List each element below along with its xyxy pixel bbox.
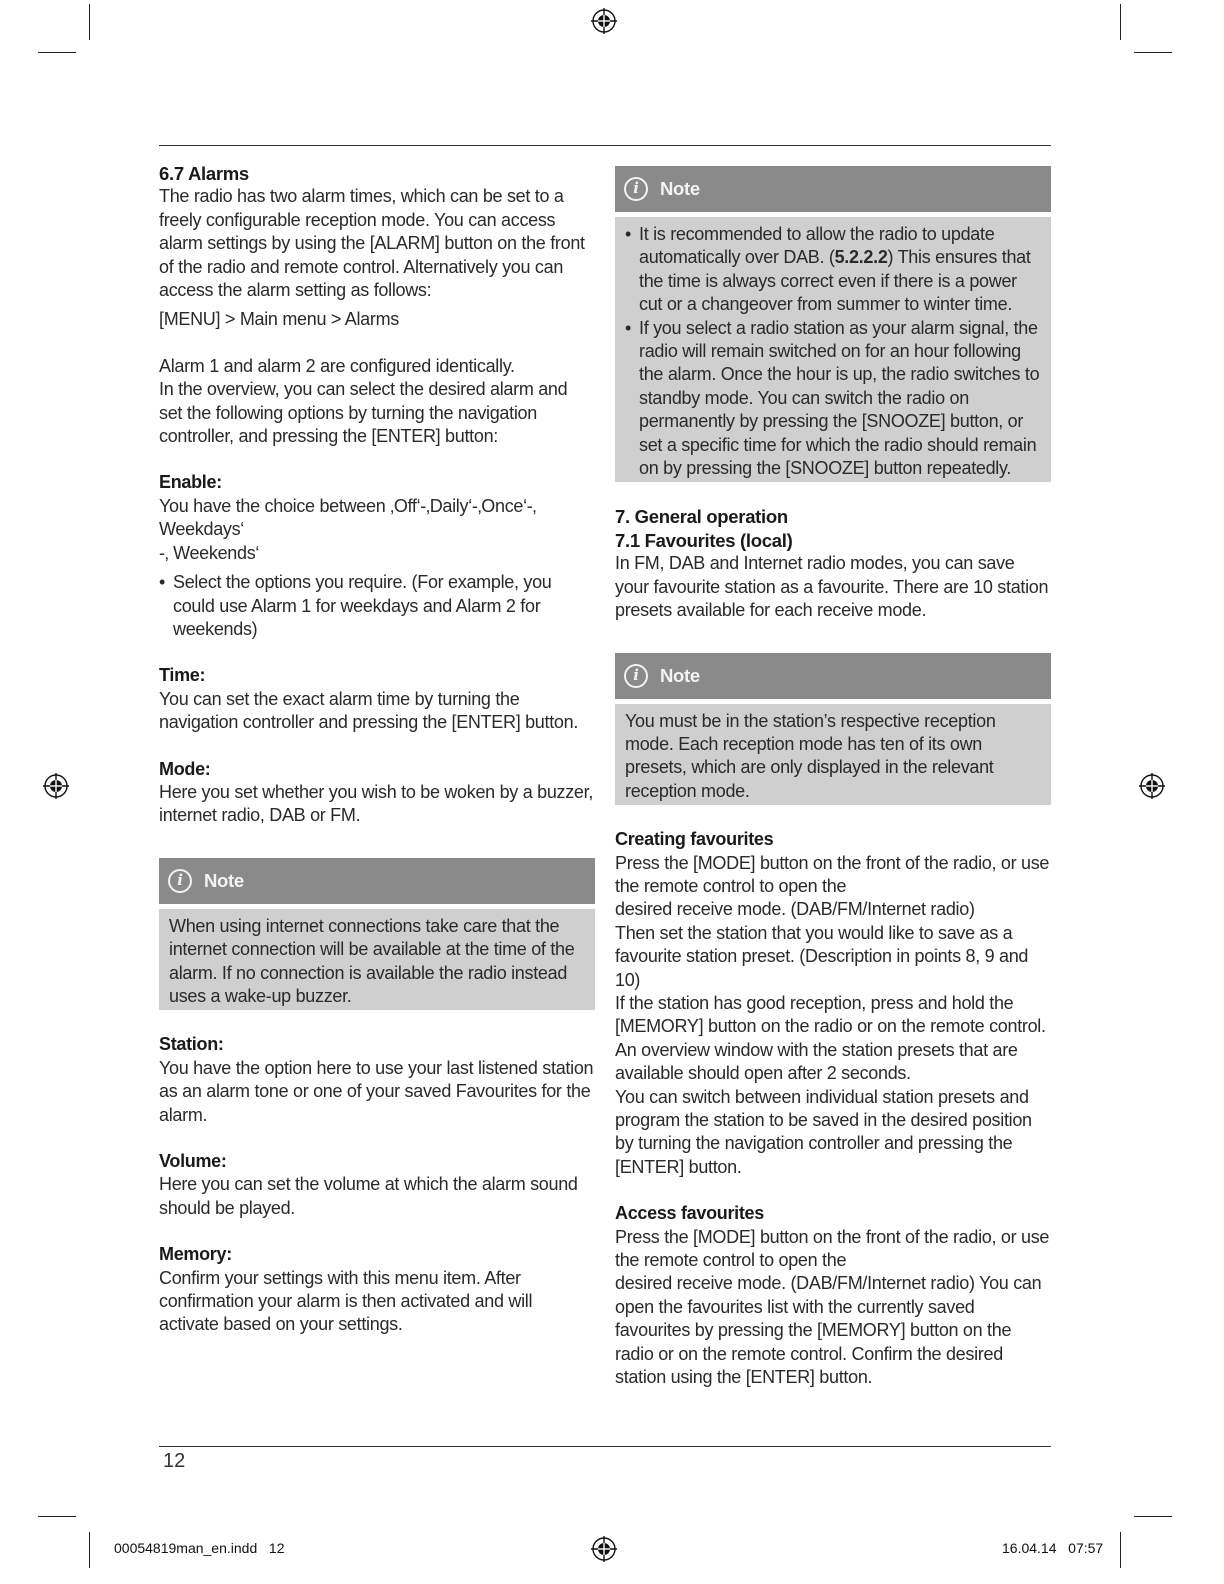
- registration-mark-icon: [591, 8, 617, 34]
- mode-title: Mode:: [159, 758, 211, 779]
- section-heading-alarms: 6.7 Alarms: [159, 163, 249, 184]
- creating-line: desired receive mode. (DAB/FM/Internet radio): [615, 899, 975, 920]
- note-body: [159, 909, 595, 1011]
- menu-path: [MENU] > Main menu > Alarms: [159, 309, 399, 330]
- config-paragraph-2: In the overview, you can select the desired alarm and set the following options by turning the navigation controller, and pressing the [ENTER] button:: [159, 379, 568, 447]
- note-bullet: [625, 223, 1041, 317]
- enable-text-1: You have the choice between ‚Off‘-‚Daily‘-‚Once‘-‚ Weekdays‘: [159, 495, 537, 540]
- access-favourites-title: Access favourites: [615, 1203, 764, 1224]
- memory-title: Memory:: [159, 1244, 232, 1265]
- crop-mark: [1134, 52, 1172, 53]
- left-column: [159, 162, 595, 1337]
- crop-mark: [38, 52, 76, 53]
- note-header: [615, 653, 1051, 699]
- note-box: [615, 166, 1051, 482]
- note-label: Note: [660, 178, 700, 200]
- bottom-rule: [159, 1446, 1051, 1447]
- info-icon: i: [624, 664, 648, 688]
- station-title: Station:: [159, 1034, 224, 1055]
- note-body: [615, 217, 1051, 482]
- note-box: [159, 858, 595, 1011]
- access-line: desired receive mode. (DAB/FM/Internet radio) You can open the favourites list with the currently saved favourites by pressing the [MEMORY] button on the radio or on the remote control. Confirm the desired station using the [ENTER] button.: [615, 1273, 1042, 1388]
- note-label: Note: [204, 870, 244, 892]
- section-heading-general: 7. General operation: [615, 506, 788, 528]
- note-body: [615, 704, 1051, 806]
- volume-title: Volume:: [159, 1151, 227, 1171]
- enable-text-2: -‚ Weekends‘: [159, 542, 260, 563]
- note-header: [615, 166, 1051, 212]
- memory-text: Confirm your settings with this menu item. After confirmation your alarm is then activated and will activate based on your settings.: [159, 1267, 533, 1335]
- creating-line: Then set the station that you would like to save as a favourite station preset. (Description in points 8, 9 and 10): [615, 922, 1029, 990]
- section-reference: 5.2.2.2: [834, 247, 888, 268]
- note-bullet-text-pre: It is recommended to allow the radio to update automatically over DAB. (: [639, 224, 995, 268]
- crop-mark: [89, 1532, 90, 1568]
- info-icon: i: [168, 869, 192, 893]
- creating-favourites-title: Creating favourites: [615, 829, 774, 850]
- top-rule: [159, 145, 1051, 146]
- config-paragraph-1: Alarm 1 and alarm 2 are configured identically.: [159, 355, 515, 376]
- file-slug: 00054819man_en.indd 12: [114, 1540, 285, 1556]
- creating-line: If the station has good reception, press and hold the [MEMORY] button on the radio or on the remote control.: [615, 992, 1046, 1037]
- note-box: [615, 653, 1051, 806]
- crop-mark: [38, 1516, 76, 1517]
- alarms-intro: The radio has two alarm times, which can be set to a freely configurable reception mode. You can access alarm settings by using the [ALARM] button on the front of the radio and remote control. Alternatively you can access the alarm setting as follows:: [159, 186, 585, 301]
- enable-bullet: • Select the options you require. (For example, you could use Alarm 1 for weekdays and Alarm 2 for weekends): [159, 571, 595, 641]
- note-header: [159, 858, 595, 904]
- crop-mark: [1120, 4, 1121, 40]
- station-text: You have the option here to use your last listened station as an alarm tone or one of your saved Favourites for the alarm.: [159, 1057, 594, 1125]
- favourites-intro: In FM, DAB and Internet radio modes, you can save your favourite station as a favourite. There are 10 station presets available for each receive mode.: [615, 553, 1049, 621]
- right-column: [615, 166, 1051, 1389]
- crop-mark: [1120, 1532, 1121, 1568]
- mode-text: Here you set whether you wish to be woken by a buzzer, internet radio, DAB or FM.: [159, 781, 594, 826]
- enable-title: Enable:: [159, 472, 222, 493]
- access-line: Press the [MODE] button on the front of the radio, or use the remote control to open the: [615, 1226, 1050, 1271]
- time-text: You can set the exact alarm time by turning the navigation controller and pressing the [ENTER] button.: [159, 688, 579, 733]
- registration-mark-icon: [1139, 773, 1165, 799]
- volume-text: Here you can set the volume at which the alarm sound should be played.: [159, 1174, 578, 1218]
- section-heading-favourites: 7.1 Favourites (local): [615, 529, 793, 551]
- note-bullet: • If you select a radio station as your alarm signal, the radio will remain switched on for an hour following the alarm. Once the hour is up, the radio switches to standby mode. You can switch the radio on permanently by pressing the [SNOOZE] button, or set a specific time for which the radio should remain on by pressing the [SNOOZE] button repeatedly.: [625, 317, 1041, 481]
- note-bullet-text-post: ) This ensures that the time is always correct even if there is a power cut or a changeover from summer to winter time.: [639, 247, 1031, 315]
- info-icon: i: [624, 177, 648, 201]
- registration-mark-icon: [43, 773, 69, 799]
- note-label: Note: [660, 664, 700, 686]
- date-slug: 16.04.14 07:57: [1002, 1540, 1104, 1556]
- registration-mark-icon: [591, 1536, 617, 1562]
- creating-line: An overview window with the station presets that are available should open after 2 seconds.: [615, 1039, 1018, 1084]
- crop-mark: [1134, 1516, 1172, 1517]
- creating-line: You can switch between individual station presets and program the station to be saved in the desired position by turning the navigation controller and pressing the [ENTER] button.: [615, 1086, 1032, 1177]
- note-text: When using internet connections take care that the internet connection will be available at the time of the alarm. If no connection is available the radio instead uses a wake-up buzzer.: [169, 915, 575, 1006]
- time-title: Time:: [159, 665, 206, 686]
- page-number: 12: [163, 1450, 186, 1472]
- note-text: You must be in the station’s respective reception mode. Each reception mode has ten of its own presets, which are only displayed in the relevant reception mode.: [625, 710, 996, 801]
- crop-mark: [89, 4, 90, 40]
- creating-line: Press the [MODE] button on the front of the radio, or use the remote control to open the: [615, 852, 1050, 896]
